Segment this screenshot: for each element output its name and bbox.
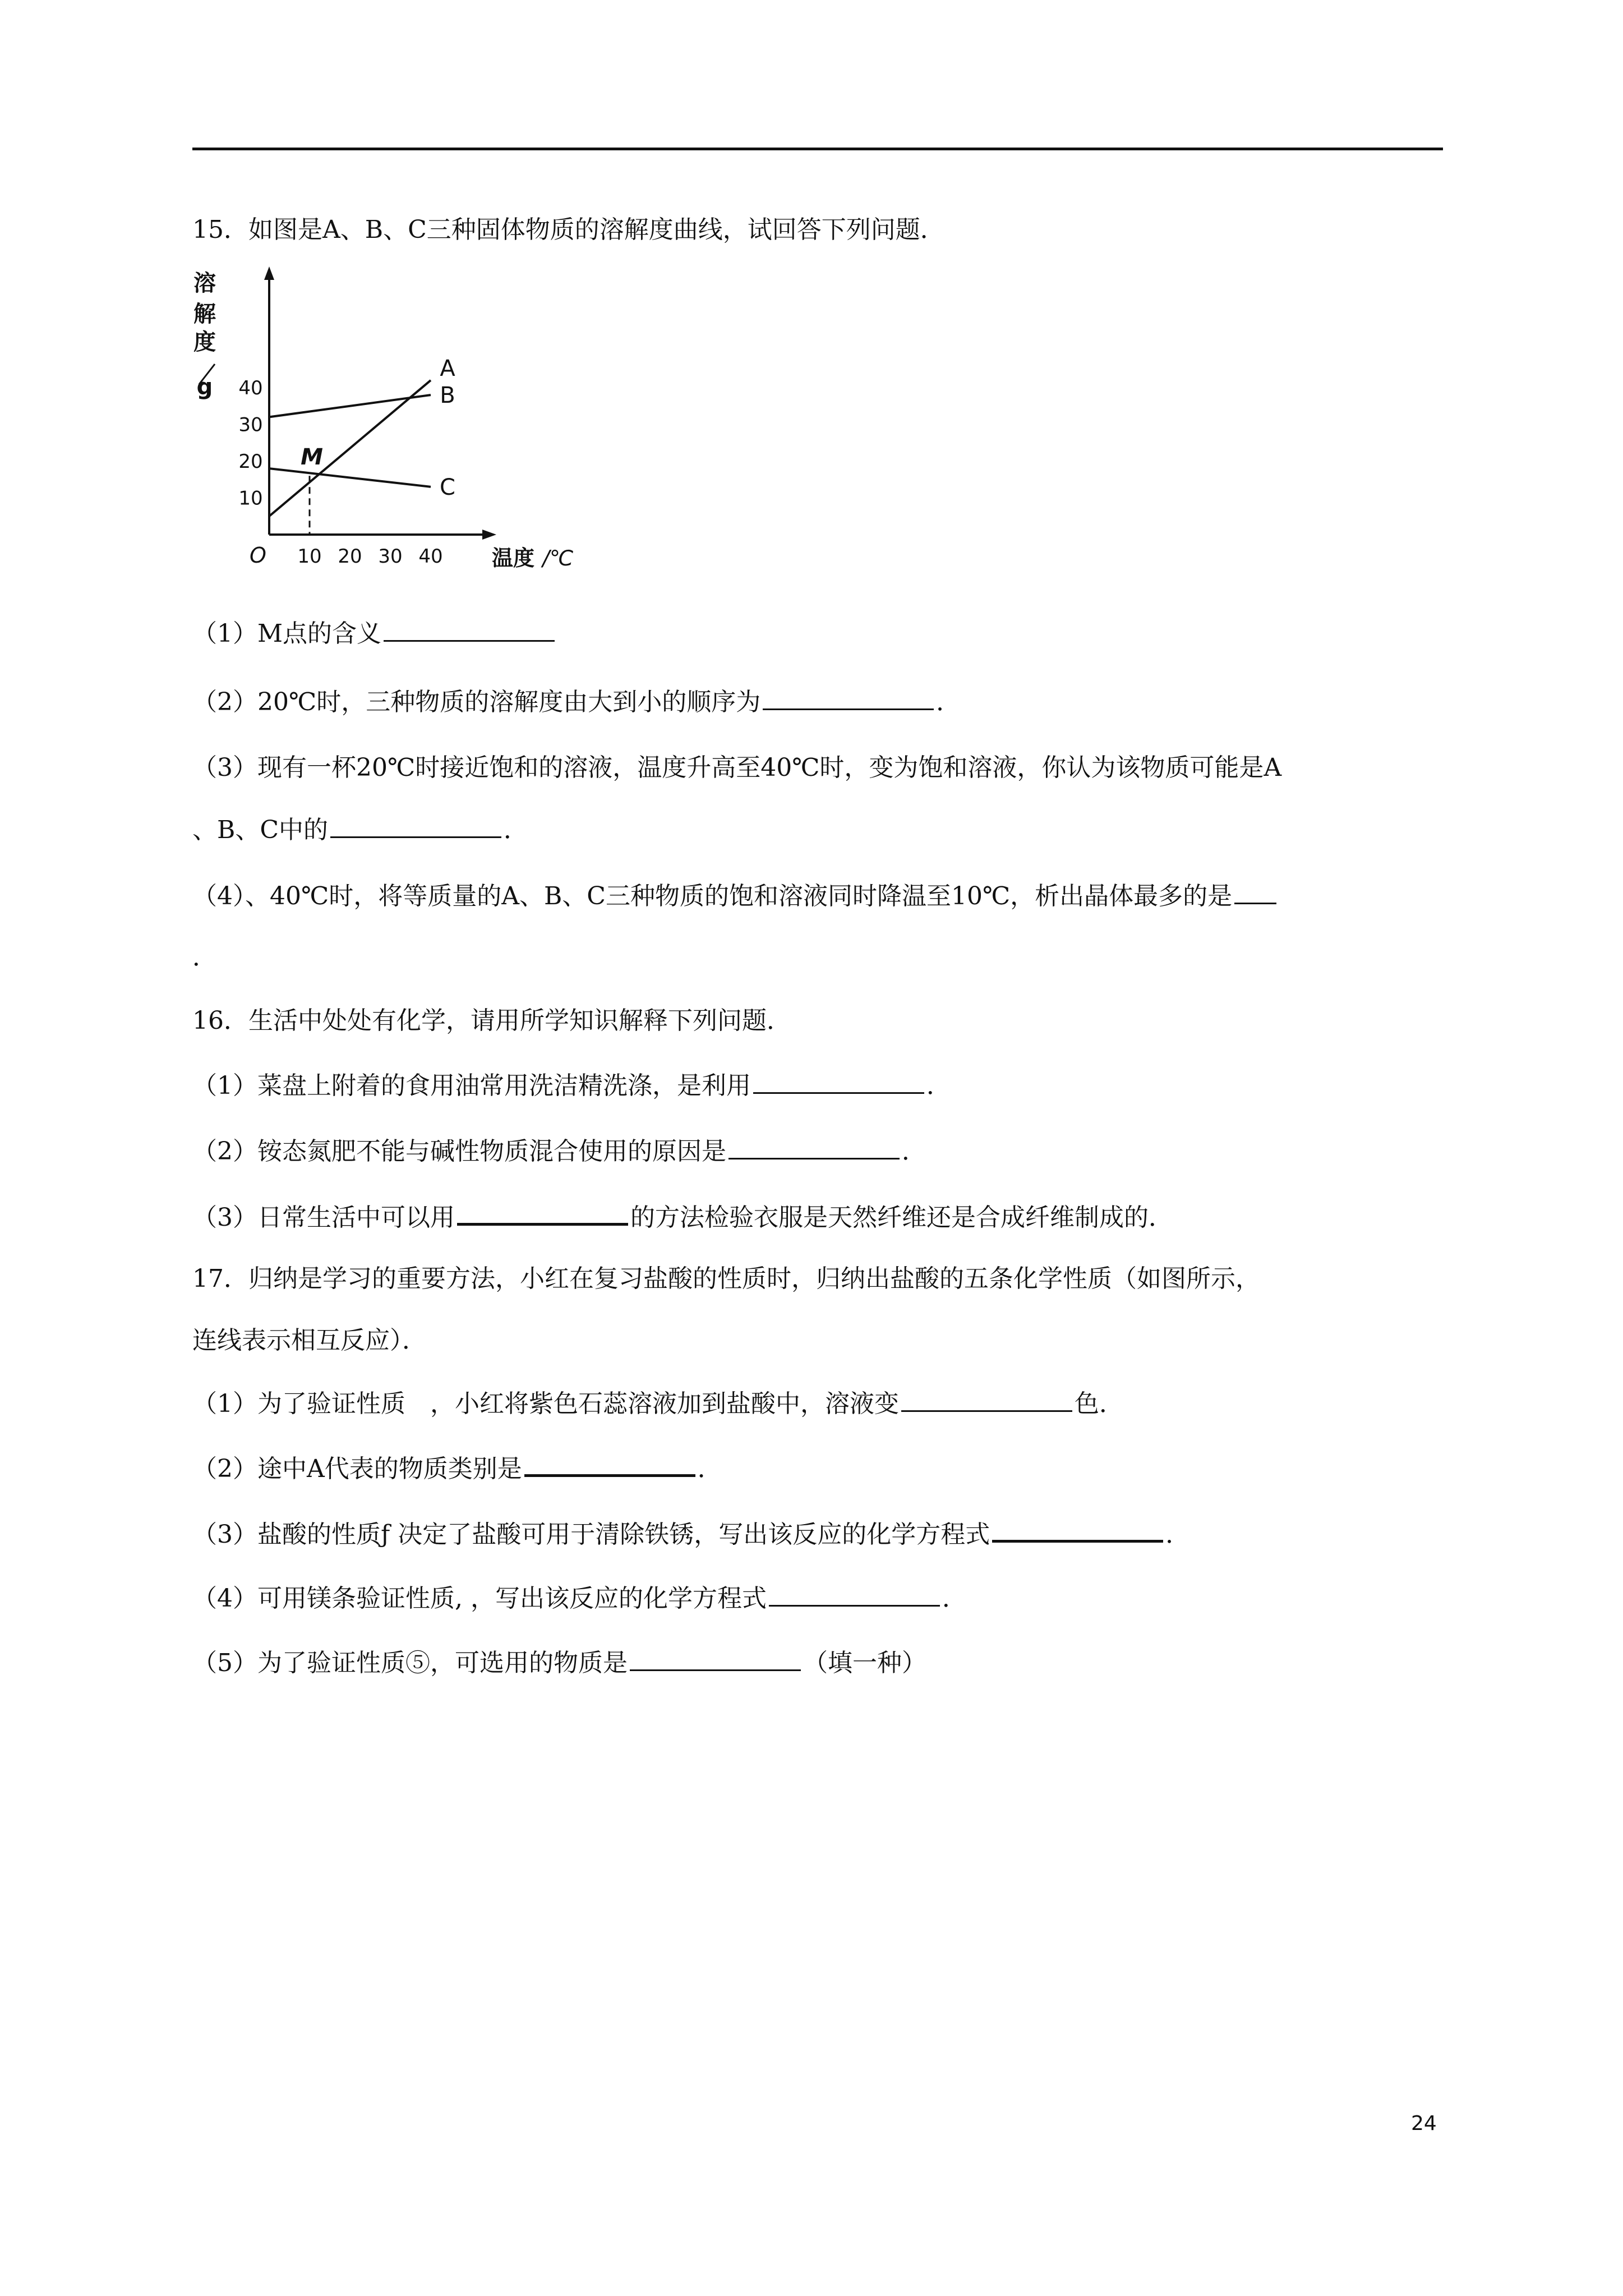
y-tick-label: 30 [238,413,263,436]
series-line-c [269,468,431,487]
answer-blank[interactable] [753,1070,924,1094]
x-tick-label: 40 [418,545,443,568]
answer-blank[interactable] [763,686,934,710]
x-axis-unit: /℃ [542,546,574,570]
y-tick-label: 10 [238,487,263,510]
q17-part3: （3）盐酸的性质ƒ 决定了盐酸可用于清除铁锈，写出该反应的化学方程式 ． [192,1517,1190,1552]
q15-part4-cont: ． [192,943,217,972]
answer-blank[interactable] [330,814,501,838]
answer-blank[interactable] [524,1452,695,1477]
page-number: 24 [1411,2112,1437,2135]
series-label-a: A [440,355,455,381]
answer-blank[interactable] [384,618,555,642]
q17-stem-cont: 连线表示相互反应）． [192,1326,427,1355]
m-point-label: M [301,444,323,471]
y-tick-label: 40 [238,377,263,399]
answer-blank[interactable] [728,1135,900,1159]
q17-part2: （2）途中A代表的物质类别是 ． [192,1452,722,1486]
q15-part3: （3）现有一杯20℃时接近饱和的溶液，温度升高至40℃时，变为饱和溶液，你认为该物质可能是A [192,753,1282,782]
q16-part2: （2）铵态氮肥不能与碱性物质混合使用的原因是 ． [192,1135,926,1168]
q15-stem: 15．如图是A、B、C三种固体物质的溶解度曲线，试回答下列问题． [192,215,945,244]
q15-part4: （4）、40℃时，将等质量的A、B、C三种物质的饱和溶液同时降温至10℃，析出晶体最多的是 [192,880,1279,913]
answer-blank[interactable] [1234,880,1276,904]
series-label-b: B [440,383,455,409]
q17-part5: （5）为了验证性质⑤，可选用的物质是 （填一种） [192,1646,926,1680]
q15-part2: （2）20℃时，三种物质的溶解度由大到小的顺序为 ． [192,685,961,719]
q17-part1: （1）为了验证性质 ，小红将紫色石蕊溶液加到盐酸中，溶液变 色． [192,1387,1124,1421]
x-tick-label: 20 [338,545,362,568]
q17-part4: （4）可用镁条验证性质, ，写出该反应的化学方程式 ． [192,1582,967,1616]
q17-stem: 17．归纳是学习的重要方法，小红在复习盐酸的性质时，归纳出盐酸的五条化学性质（如图所示， [192,1264,1260,1293]
answer-blank[interactable] [457,1200,628,1226]
y-axis-arrow [264,266,274,280]
solubility-chart-svg [193,260,597,585]
answer-blank[interactable] [992,1517,1163,1543]
y-axis-label-char: 度 [193,329,216,355]
answer-blank[interactable] [769,1582,940,1607]
series-line-a [269,380,431,516]
y-axis-label-char: g [196,374,213,400]
x-tick-label: 10 [297,545,322,568]
q16-stem: 16．生活中处处有化学，请用所学知识解释下列问题． [192,1006,791,1035]
answer-blank[interactable] [630,1647,801,1671]
solubility-chart [193,260,597,585]
answer-blank[interactable] [901,1388,1072,1412]
header-rule [192,148,1443,150]
q15-part1: （1）M点的含义 [192,617,557,651]
series-label-c: C [440,474,455,500]
origin-label: O [250,543,266,568]
y-tick-label: 20 [238,450,263,473]
x-axis-label: 温度 [491,546,535,570]
series-line-b [269,395,431,417]
q15-part3-cont: 、B、C中的 ． [192,813,528,847]
y-axis-label-char: 溶 [193,270,216,296]
q16-part3: （3）日常生活中可以用 的方法检验衣服是天然纤维还是合成纤维制成的． [192,1200,1173,1235]
y-axis-label-char: 解 [193,301,216,327]
x-axis-arrow [482,530,496,540]
q16-part1: （1）菜盘上附着的食用油常用洗洁精洗涤，是利用 ． [192,1069,951,1103]
x-tick-label: 30 [378,545,403,568]
